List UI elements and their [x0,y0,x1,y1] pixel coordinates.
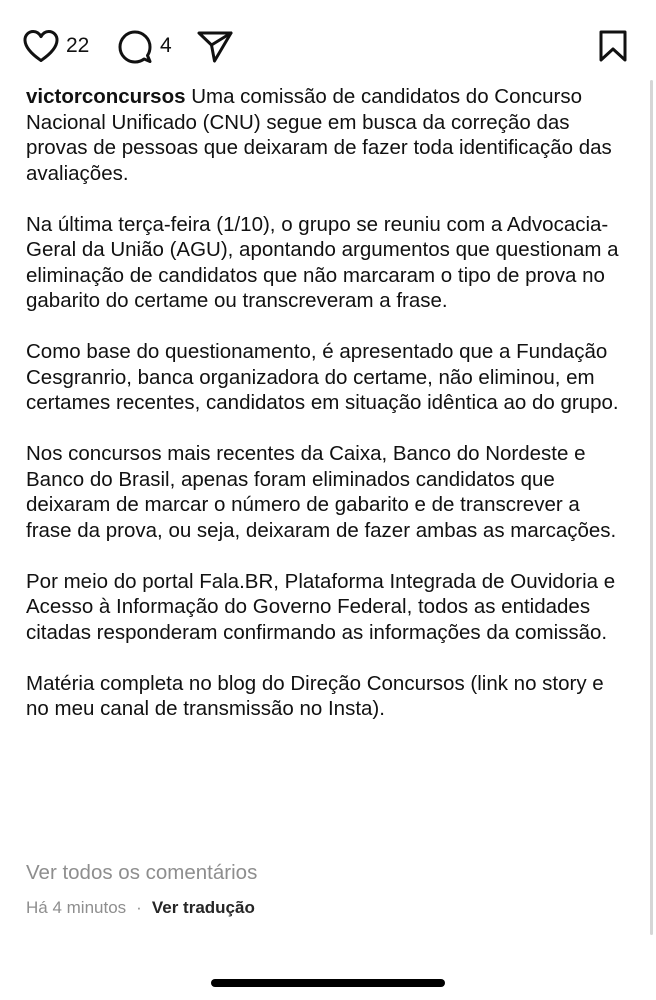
caption-paragraph [26,84,626,186]
like-count: 22 [66,34,90,57]
home-indicator[interactable] [211,979,445,987]
caption-paragraph: Matéria completa no blog do Direção Concursos (link no story e no meu canal de transmissão no Insta). [26,671,604,720]
post-action-bar [0,22,656,70]
caption-paragraph: Nos concursos mais recentes da Caixa, Banco do Nordeste e Banco do Brasil, apenas foram eliminados candidatos que deixaram de marcar o número de gabarito e de transcrever a frase da prova, ou seja, deixaram de fazer ambas as marcações. [26,442,617,542]
save-button[interactable] [596,22,630,70]
view-all-comments-link[interactable]: Ver todos os comentários [26,861,258,884]
comment-icon [116,28,154,64]
meta-separator: · [136,898,142,917]
caption-paragraph: Por meio do portal Fala.BR, Plataforma Integrada de Ouvidoria e Acesso à Informação do Governo Federal, todos as entidades citadas responderam confirmando as informações da comissão. [26,569,616,644]
see-translation-link[interactable]: Ver tradução [151,898,255,917]
caption-paragraph: Na última terça-feira (1/10), o grupo se reuniu com a Advocacia-Geral da União (AGU), apontando argumentos que questionam a eliminação de candidatos que não marcaram o tipo de prova no gabarito do certame ou transcreveram a frase. [26,212,619,312]
caption-paragraph: Como base do questionamento, é apresentado que a Fundação Cesgranrio, banca organizadora do certame, não eliminou, em certames recentes, candidatos em situação idêntica ao do grupo. [26,340,619,414]
post-meta [26,896,255,920]
like-button[interactable] [22,22,89,70]
comment-button[interactable] [116,22,172,70]
send-icon [196,28,234,64]
comment-count: 4 [160,34,172,57]
heart-icon [22,29,60,63]
post-timestamp: Há 4 minutos [26,898,127,917]
caption-username[interactable]: victorconcursos [26,85,186,108]
share-button[interactable] [196,22,234,70]
bookmark-icon [596,28,630,64]
scrollbar[interactable] [650,80,653,935]
caption-text: Uma comissão de candidatos do Concurso Nacional Unificado (CNU) segue em busca da correção das provas de pessoas que deixaram de fazer toda identificação das avaliações. [26,85,612,185]
post-caption [26,84,626,722]
